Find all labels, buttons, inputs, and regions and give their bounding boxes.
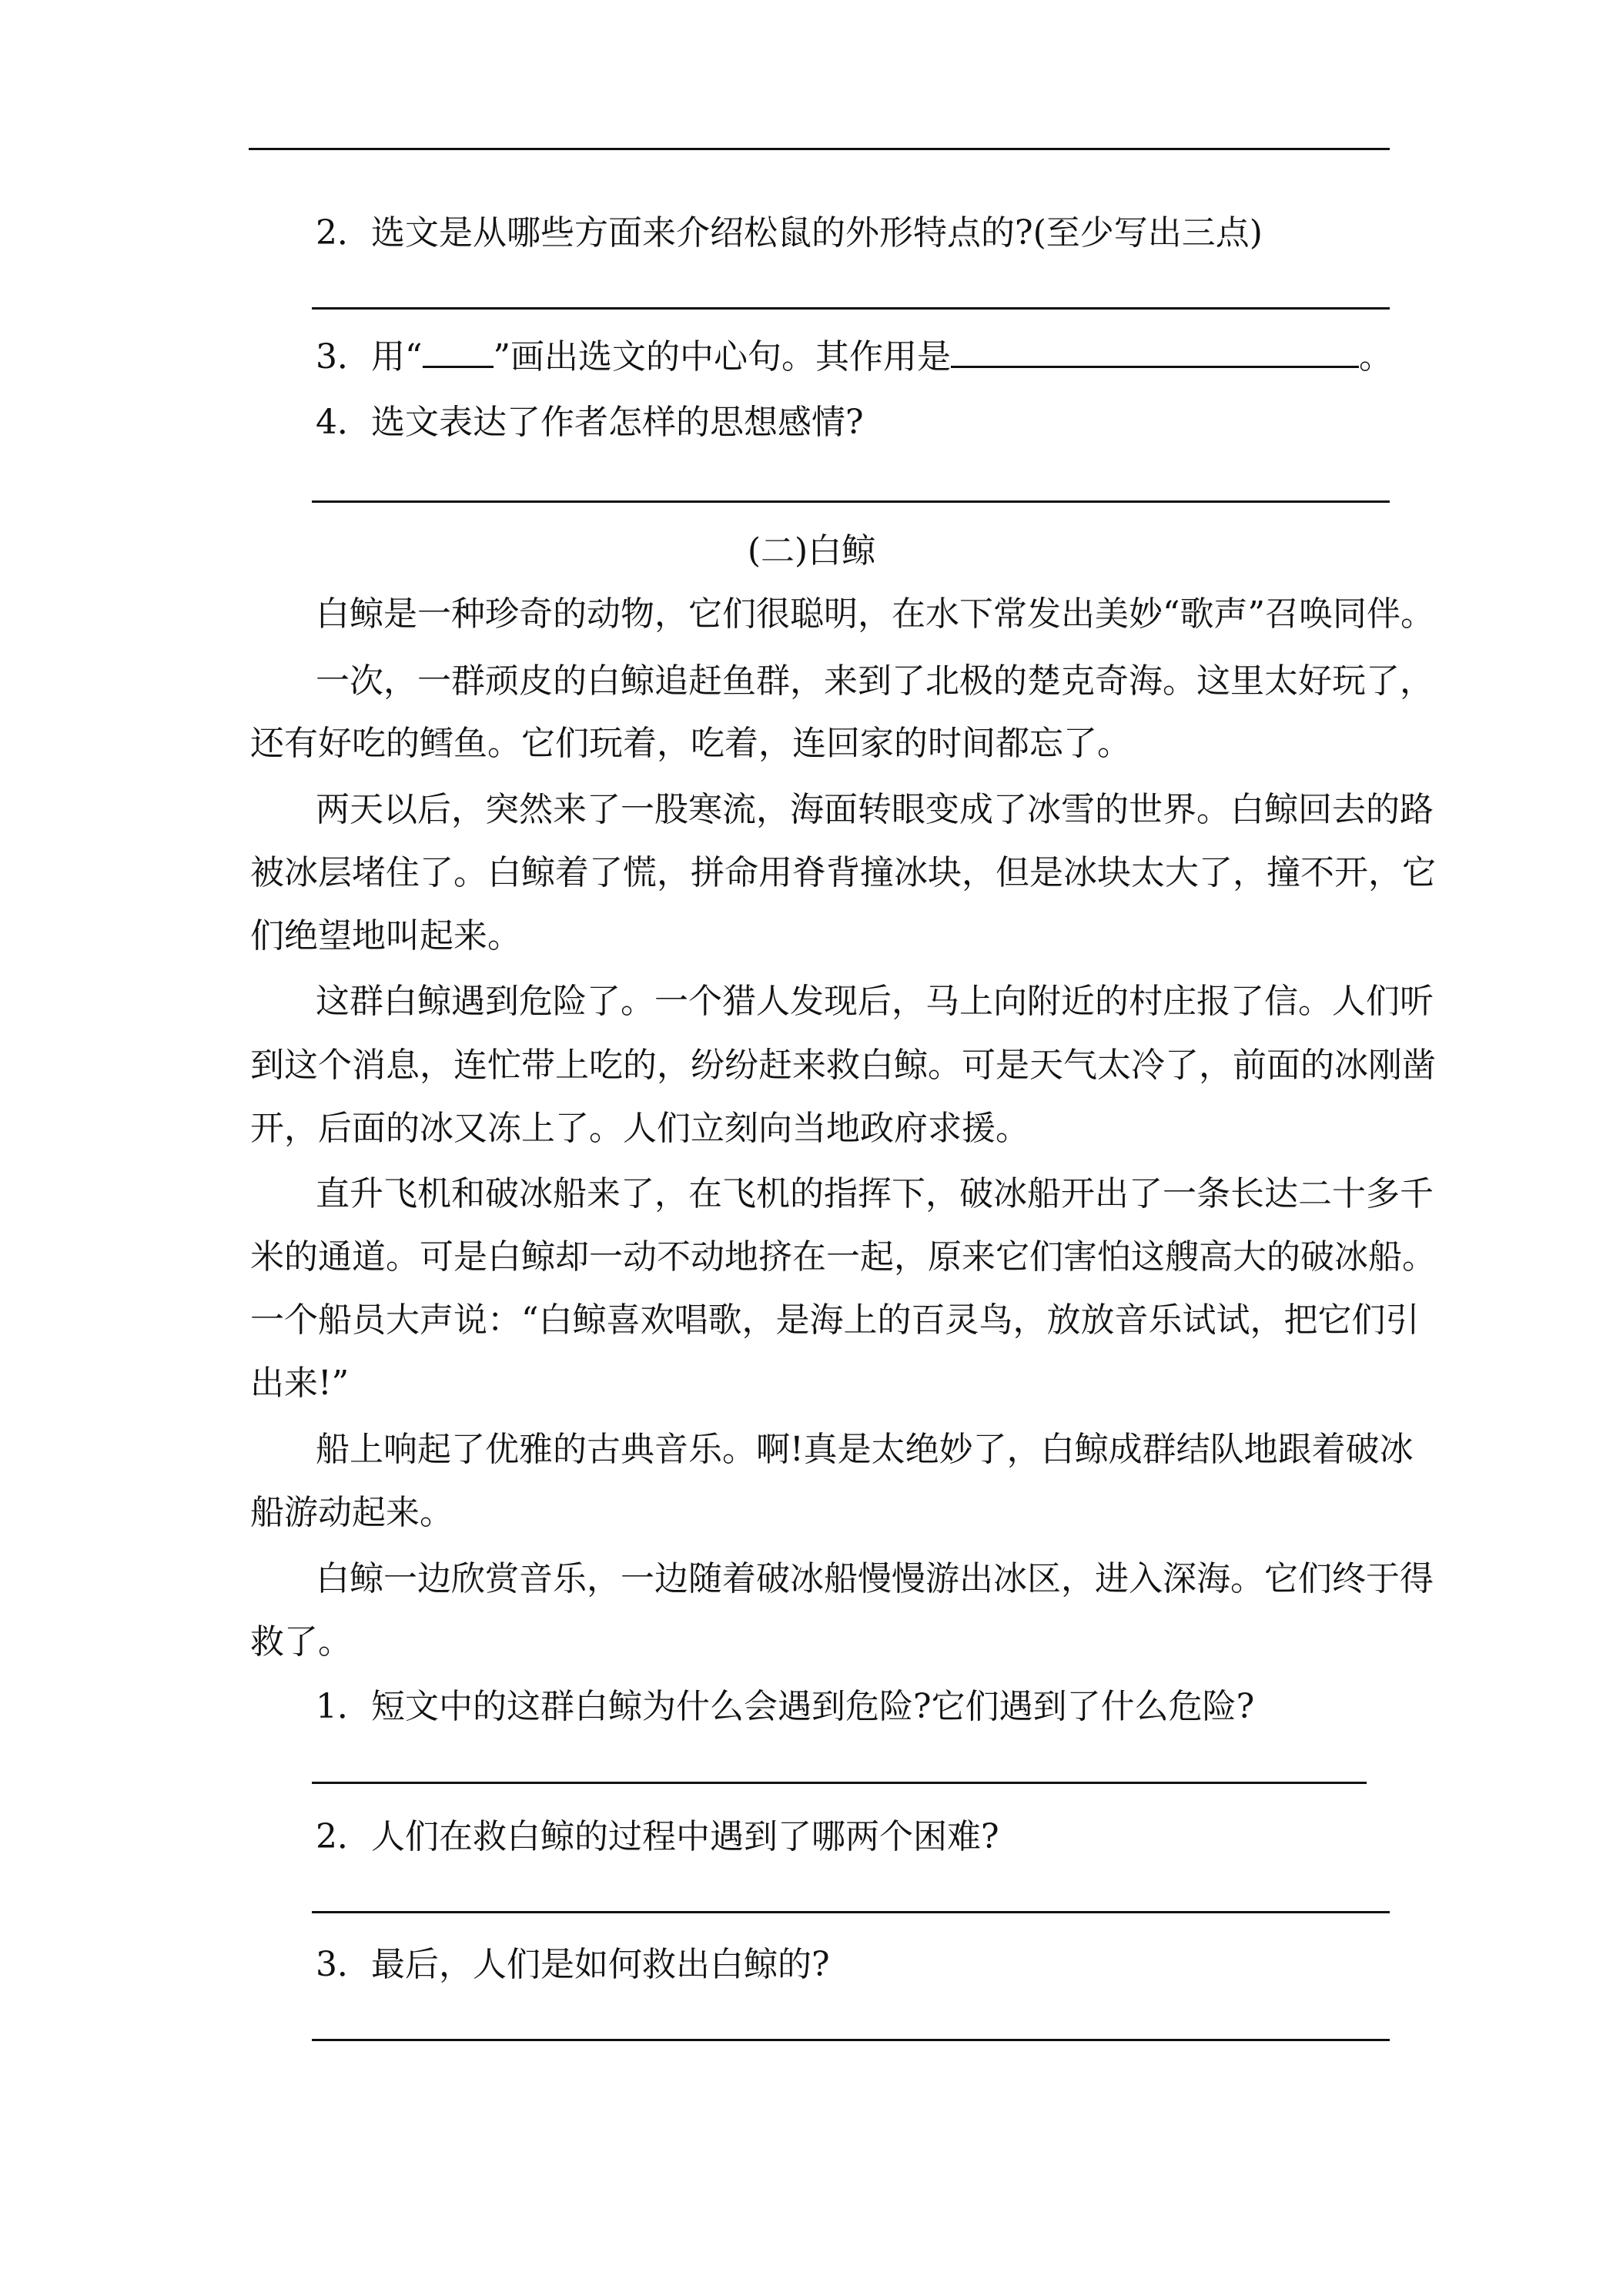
question-2-text: 2．选文是从哪些方面来介绍松鼠的外形特点的?(至少写出三点): [316, 213, 1263, 253]
question-3-text-c: 。: [1359, 337, 1393, 377]
answer-line-story-q1: [312, 1782, 1367, 1784]
story-p5-line4: 出来!”: [250, 1364, 350, 1403]
story-p7-line2: 救了。: [250, 1622, 352, 1662]
story-question-1-text: 1．短文中的这群白鲸为什么会遇到危险?它们遇到了什么危险?: [316, 1687, 1255, 1726]
story-p6-line1: 船上响起了优雅的古典音乐。啊!真是太绝妙了，白鲸成群结队地跟着破冰: [316, 1430, 1414, 1469]
story-question-3-text: 3．最后，人们是如何救出白鲸的?: [316, 1945, 830, 1984]
story-p5-line1: 直升飞机和破冰船来了，在飞机的指挥下，破冰船开出了一条长达二十多千: [316, 1174, 1434, 1213]
story-p4-line2: 到这个消息，连忙带上吃的，纷纷赶来救白鲸。可是天气太冷了，前面的冰刚凿: [250, 1046, 1436, 1085]
answer-line-q2: [312, 307, 1390, 310]
question-4-text: 4．选文表达了作者怎样的思想感情?: [316, 403, 864, 442]
story-p6-line2: 船游动起来。: [250, 1493, 453, 1532]
story-p7-line1: 白鲸一边欣赏音乐，一边随着破冰船慢慢游出冰区，进入深海。它们终于得: [316, 1559, 1434, 1598]
answer-line-q4: [312, 500, 1390, 503]
answer-blank-q3: [951, 335, 1359, 368]
story-p4-line3: 开，后面的冰又冻上了。人们立刻向当地政府求援。: [250, 1109, 1029, 1148]
story-p3-line2: 被冰层堵住了。白鲸着了慌，拼命用脊背撞冰块，但是冰块太大了，撞不开，它: [250, 853, 1436, 892]
story-p2-line1: 一次，一群顽皮的白鲸追赶鱼群，来到了北极的楚克奇海。这里太好玩了，: [316, 661, 1434, 701]
answer-line-story-q3: [312, 2039, 1390, 2041]
story-p3-line3: 们绝望地叫起来。: [250, 916, 521, 956]
story-p5-line3: 一个船员大声说：“白鲸喜欢唱歌，是海上的百灵鸟，放放音乐试试，把它们引: [250, 1300, 1420, 1340]
question-3-text-b: ”画出选文的中心句。其作用是: [493, 337, 951, 377]
question-3-text-a: 3．用“: [316, 337, 423, 377]
story-question-2-text: 2．人们在救白鲸的过程中遇到了哪两个困难?: [316, 1817, 999, 1856]
section-title: (二)白鲸: [747, 531, 876, 571]
underline-sample: [423, 335, 494, 368]
story-p2-line2: 还有好吃的鳕鱼。它们玩着，吃着，连回家的时间都忘了。: [250, 724, 1131, 763]
story-p4-line1: 这群白鲸遇到危险了。一个猎人发现后，马上向附近的村庄报了信。人们听: [316, 982, 1434, 1021]
story-p5-line2: 米的通道。可是白鲸却一动不动地挤在一起，原来它们害怕这艘高大的破冰船。: [250, 1237, 1436, 1277]
answer-line-story-q2: [312, 1911, 1390, 1913]
story-p1-line1: 白鲸是一种珍奇的动物，它们很聪明，在水下常发出美妙“歌声”召唤同伴。: [316, 594, 1434, 634]
question-3-line: [316, 334, 1393, 380]
story-p3-line1: 两天以后，突然来了一股寒流，海面转眼变成了冰雪的世界。白鲸回去的路: [316, 790, 1434, 829]
header-rule: [249, 148, 1390, 150]
